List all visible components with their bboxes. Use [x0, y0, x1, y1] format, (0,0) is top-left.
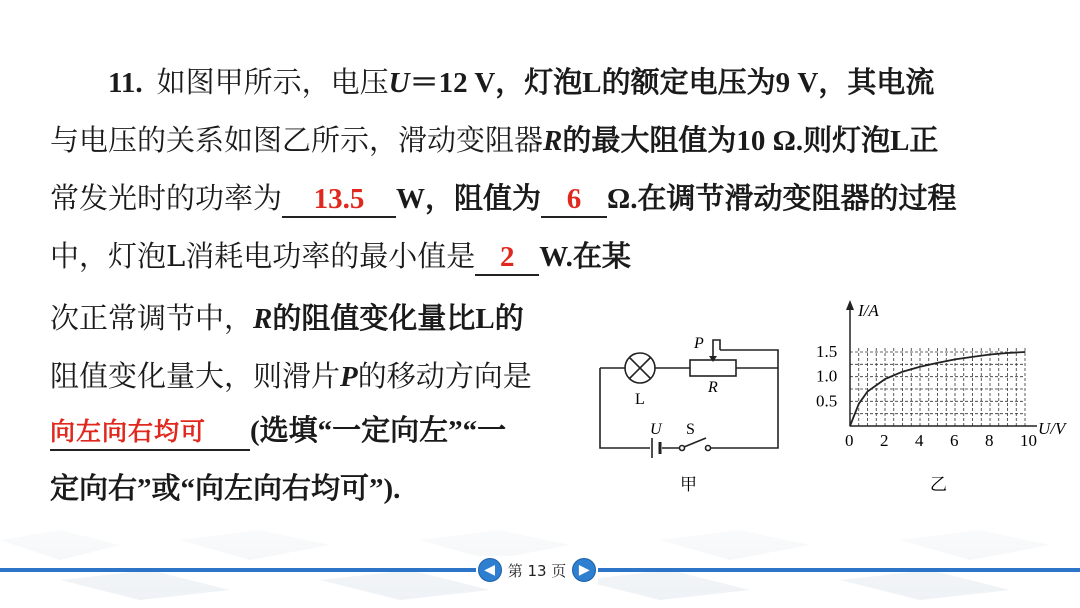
text-segment: W，阻值为	[396, 183, 542, 215]
y-tick-label: 1.0	[816, 366, 838, 386]
data-point	[849, 425, 850, 426]
question-line-2	[50, 120, 938, 161]
y-axis-label: I/A	[858, 301, 879, 320]
data-point	[919, 366, 920, 367]
text-segment: 的最大阻值为10 Ω.则灯泡L正	[562, 125, 939, 157]
answer-blank-resistance	[541, 181, 607, 218]
data-point	[937, 362, 938, 363]
text-segment: 常发光时的功率为	[50, 181, 283, 215]
answer-resistance: 6	[566, 183, 582, 215]
chart-caption: 乙	[930, 475, 947, 494]
data-point	[902, 371, 903, 372]
text-segment: 的阻值变化量比L的	[272, 303, 524, 335]
text-segment: 与电压的关系如图乙所示，滑动变阻器	[50, 123, 544, 157]
question-line-3	[50, 178, 957, 219]
question-line-7	[50, 410, 506, 451]
label-P: P	[694, 335, 704, 352]
var-U: U	[388, 67, 410, 99]
label-R: R	[708, 379, 718, 396]
text-segment: 次正常调节中，	[50, 301, 254, 335]
y-axis-arrow	[846, 300, 854, 310]
label-S: S	[686, 421, 695, 438]
chart-grid	[850, 348, 1025, 426]
circuit-diagram	[590, 320, 790, 500]
question-line-6	[50, 356, 532, 397]
circuit-caption: 甲	[680, 475, 697, 494]
answer-blank-min-power	[475, 239, 539, 276]
data-point	[867, 391, 868, 392]
x-tick-label: 8	[985, 431, 994, 450]
question-line-5	[50, 298, 524, 339]
data-point	[972, 356, 973, 357]
var-P: P	[340, 361, 358, 393]
data-point	[1007, 352, 1008, 353]
text-segment: ＝12 V，灯泡L的额定电压为9 V，其电流	[409, 67, 935, 99]
page-navigator	[476, 556, 598, 584]
data-point	[954, 359, 955, 360]
data-point	[1024, 351, 1025, 352]
y-tick-label: 1.5	[816, 342, 838, 361]
x-tick-label: 6	[950, 431, 959, 450]
text-segment: 的移动方向是	[357, 359, 532, 393]
page-label: 第 13 页	[507, 561, 567, 580]
text-segment: Ω.在调节滑动变阻器的过程	[607, 183, 957, 215]
label-L: L	[635, 391, 645, 408]
chart-ticks	[816, 342, 1037, 450]
label-U: U	[650, 421, 662, 438]
x-tick-label: 2	[880, 431, 889, 450]
x-tick-label: 10	[1020, 431, 1037, 450]
y-tick-label: 0.5	[816, 391, 838, 411]
decorative-floor-pattern	[0, 500, 1080, 608]
question-number: 11.	[108, 67, 143, 99]
question-line-4	[50, 236, 631, 277]
x-tick-label: 4	[915, 431, 924, 450]
arrow-right-icon[interactable]: ▶	[572, 558, 596, 582]
answer-direction: 向左向右均可	[50, 417, 207, 446]
x-axis-label: U/V	[1038, 419, 1066, 438]
answer-blank-power	[282, 181, 396, 218]
question-line-8	[50, 468, 400, 509]
answer-min-power: 2	[500, 241, 515, 273]
iv-chart	[808, 296, 1078, 496]
var-R: R	[253, 303, 273, 335]
data-point	[858, 403, 859, 404]
answer-blank-direction	[50, 413, 250, 451]
text-segment: 如图甲所示，电压	[156, 65, 389, 99]
slider-arrow	[709, 356, 717, 362]
text-segment: 阻值变化量大，则滑片	[50, 359, 341, 393]
text-segment: 中，灯泡L消耗电功率的最小值是	[50, 239, 476, 273]
data-point	[884, 379, 885, 380]
question-line-1	[50, 62, 934, 103]
x-tick-label: 0	[845, 431, 854, 450]
text-segment: 定向右”或“向左向右均可”).	[50, 473, 401, 505]
text-segment: W.在某	[539, 241, 631, 273]
arrow-left-icon[interactable]: ◀	[478, 558, 502, 582]
var-R: R	[543, 125, 563, 157]
answer-power: 13.5	[313, 183, 365, 215]
text-segment: (选填“一定向左”“一	[250, 415, 507, 447]
data-point	[989, 354, 990, 355]
